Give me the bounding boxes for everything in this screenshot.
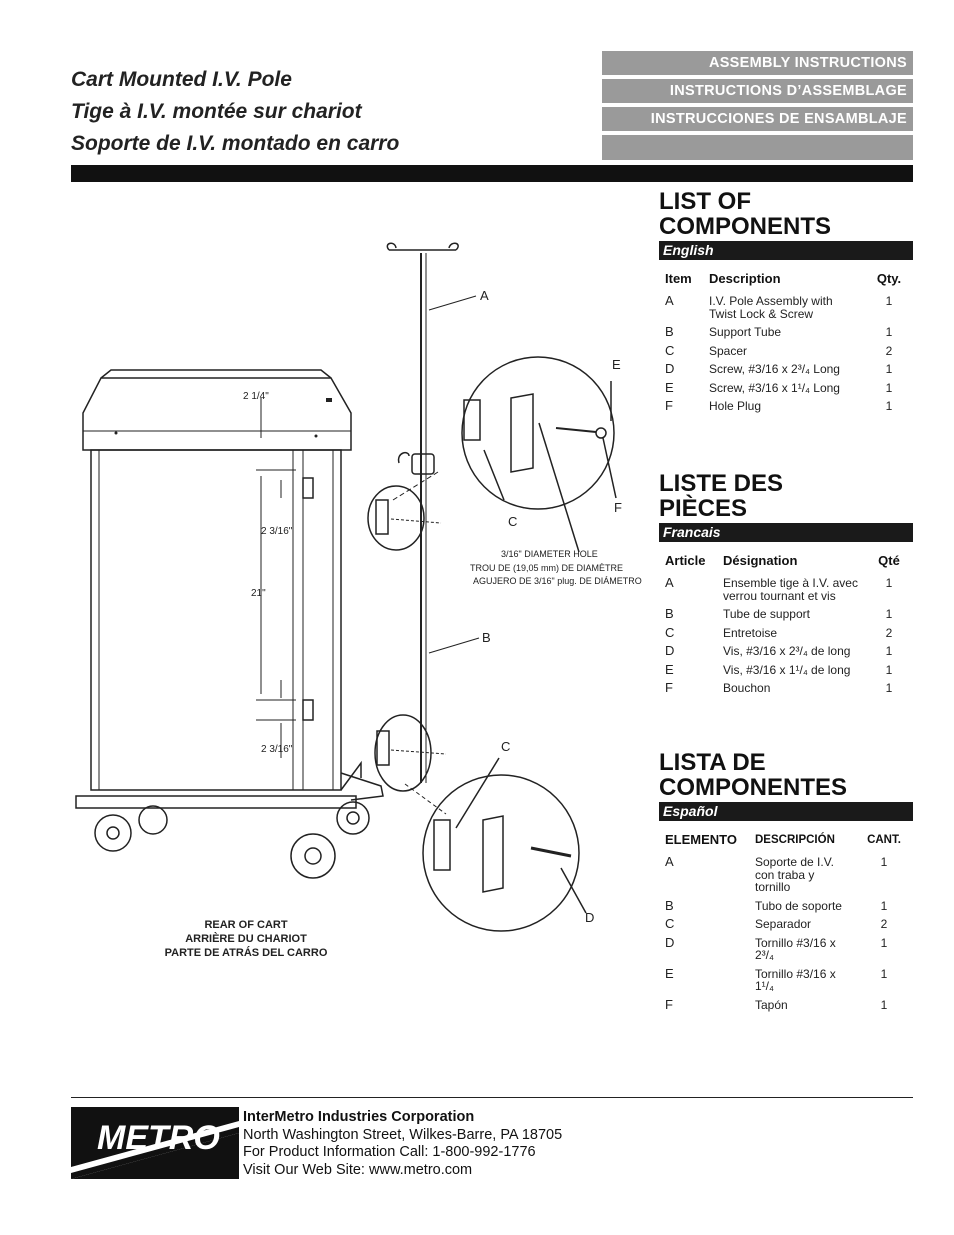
- row-item: C: [665, 916, 675, 931]
- row-description: Separador: [755, 917, 812, 931]
- row-qty: 1: [880, 997, 888, 1012]
- list-of-components-english: [659, 189, 913, 415]
- table-row: [659, 914, 913, 933]
- table-row: [659, 623, 913, 642]
- row-qty: 2: [880, 917, 888, 931]
- table-row: [659, 995, 913, 1014]
- table-row: [659, 641, 913, 660]
- row-item: B: [665, 897, 674, 913]
- metro-logo-text: METRO: [97, 1119, 220, 1157]
- hole-note-es: AGUJERO DE 3/16" plug. DE DIÁMETRO: [473, 576, 642, 586]
- lista-de-componentes-spanish: [659, 750, 913, 1013]
- header-divider-bar: [71, 165, 913, 182]
- components-table: [659, 550, 913, 697]
- table-header: [659, 829, 913, 852]
- rear-caption-fr: ARRIÈRE DU CHARIOT: [185, 933, 307, 945]
- row-item: D: [665, 361, 675, 376]
- row-qty: 1: [880, 898, 888, 913]
- row-item: E: [665, 661, 674, 677]
- row-description: Tornillo #3/16 x 1¹/₄: [755, 966, 836, 993]
- callout-f: F: [614, 500, 622, 515]
- header-item: Article: [665, 553, 706, 568]
- components-table: [659, 268, 913, 415]
- hole-note-en: 3/16" DIAMETER HOLE: [501, 549, 598, 559]
- callout-b: B: [482, 630, 491, 645]
- table-row: [659, 378, 913, 397]
- row-qty: 1: [885, 644, 893, 658]
- row-description: Soporte de I.V. con traba y tornillo: [755, 855, 834, 894]
- hole-note-fr: TROU DE (19,05 mm) DE DIAMÈTRE: [470, 563, 624, 573]
- title-spanish: Soporte de I.V. montado en carro: [71, 132, 400, 155]
- table-header: [659, 550, 913, 573]
- header-description: DESCRIPCIÓN: [755, 833, 835, 846]
- dimension-upper: 2 3/16": [261, 526, 293, 537]
- table-row: [659, 322, 913, 341]
- row-item: B: [665, 606, 674, 621]
- row-qty: 1: [880, 966, 888, 981]
- section-title: [659, 750, 913, 800]
- row-item: B: [665, 324, 674, 339]
- dimension-lower: 2 3/16": [261, 744, 293, 755]
- header-description: Désignation: [723, 553, 798, 568]
- table-row: [659, 359, 913, 378]
- row-description: Ensemble tige à I.V. avec verrou tournant et vis: [723, 576, 858, 603]
- row-item: A: [665, 575, 674, 590]
- assembly-drawing: [71, 188, 643, 968]
- row-item: F: [665, 996, 673, 1012]
- row-description: Bouchon: [723, 681, 771, 695]
- row-description: Support Tube: [709, 325, 782, 339]
- company-info: [243, 1109, 562, 1179]
- phone-label: For Product Information Call:: [243, 1144, 429, 1160]
- header-qty: CANT.: [867, 833, 901, 846]
- row-description: Tubo de soporte: [755, 898, 842, 913]
- components-table: [659, 829, 913, 1013]
- row-item: D: [665, 934, 675, 950]
- row-qty: 1: [885, 294, 893, 308]
- table-row: [659, 341, 913, 360]
- table-header: [659, 268, 913, 291]
- table-row: [659, 896, 913, 915]
- row-description: I.V. Pole Assembly with Twist Lock & Screw: [709, 294, 833, 321]
- title-french: Tige à I.V. montée sur chariot: [71, 100, 362, 123]
- row-qty: 1: [885, 380, 893, 395]
- row-description: Screw, #3/16 x 1¹/₄ Long: [709, 380, 840, 395]
- row-qty: 1: [880, 935, 888, 950]
- badge-instrucciones-ensamblaje: INSTRUCCIONES DE ENSAMBLAJE: [602, 107, 913, 131]
- title-english: Cart Mounted I.V. Pole: [71, 68, 292, 91]
- callout-a: A: [480, 288, 489, 303]
- row-description: Tornillo #3/16 x 2³/₄: [755, 935, 836, 962]
- callout-e: E: [612, 357, 621, 372]
- section-title-line2: COMPONENTES: [659, 774, 848, 801]
- web-link[interactable]: www.metro.com: [369, 1161, 473, 1178]
- table-row: [659, 678, 913, 697]
- row-description: Hole Plug: [709, 399, 762, 413]
- web-label: Visit Our Web Site:: [243, 1161, 365, 1178]
- liste-des-pieces-french: [659, 471, 913, 697]
- phone-number: 1-800-992-1776: [432, 1144, 536, 1160]
- document-titles: [71, 64, 399, 160]
- metro-logo: [71, 1107, 239, 1179]
- row-qty: 1: [885, 399, 893, 413]
- row-item: F: [665, 680, 673, 695]
- company-name: InterMetro Industries Corporation: [243, 1109, 475, 1125]
- section-title-line2: PIÈCES: [659, 495, 748, 522]
- header-item: ELEMENTO: [665, 832, 737, 847]
- company-address: North Washington Street, Wilkes-Barre, PA 18705: [243, 1126, 563, 1143]
- section-title: [659, 189, 913, 239]
- dimension-middle: 21": [251, 588, 266, 599]
- badge-blank: [602, 135, 913, 160]
- row-qty: 1: [880, 855, 888, 869]
- table-row: [659, 396, 913, 415]
- section-title: [659, 471, 913, 521]
- row-item: F: [665, 398, 673, 413]
- row-description: Vis, #3/16 x 1¹/₄ de long: [723, 662, 851, 677]
- row-item: E: [665, 379, 674, 395]
- section-title-line2: COMPONENTS: [659, 213, 832, 240]
- row-description: Tube de support: [723, 607, 810, 621]
- row-item: A: [665, 854, 674, 869]
- row-item: C: [665, 342, 675, 358]
- rear-caption-en: REAR OF CART: [204, 919, 288, 931]
- section-title-line1: LIST OF: [659, 188, 751, 215]
- row-qty: 1: [885, 607, 893, 621]
- row-item: D: [665, 643, 675, 658]
- table-row: [659, 852, 913, 896]
- table-row: [659, 291, 913, 322]
- instruction-badges: [602, 51, 913, 164]
- row-item: C: [665, 624, 675, 640]
- row-description: Entretoise: [723, 625, 778, 640]
- badge-assembly-instructions: ASSEMBLY INSTRUCTIONS: [602, 51, 913, 75]
- rear-of-cart-caption: [161, 918, 331, 960]
- row-qty: 1: [885, 325, 893, 339]
- row-qty: 2: [885, 625, 893, 640]
- row-item: E: [665, 965, 674, 981]
- badge-instructions-assemblage: INSTRUCTIONS D’ASSEMBLAGE: [602, 79, 913, 103]
- row-description: Screw, #3/16 x 2³/₄ Long: [709, 362, 840, 376]
- rear-caption-es: PARTE DE ATRÁS DEL CARRO: [164, 947, 328, 959]
- row-description: Spacer: [709, 343, 748, 358]
- row-qty: 2: [885, 343, 893, 358]
- table-row: [659, 660, 913, 679]
- company-web-line: [243, 1162, 562, 1180]
- language-bar: Español: [659, 802, 913, 821]
- row-qty: 1: [885, 362, 893, 376]
- row-qty: 1: [885, 681, 893, 695]
- table-row: [659, 964, 913, 995]
- row-qty: 1: [885, 662, 893, 677]
- table-row: [659, 573, 913, 604]
- callout-c-top: C: [508, 514, 518, 529]
- company-phone-line: [243, 1144, 562, 1162]
- callout-c-bottom: C: [501, 739, 511, 754]
- table-row: [659, 604, 913, 623]
- section-title-line1: LISTE DES: [659, 470, 784, 497]
- footer-divider: [71, 1097, 913, 1098]
- language-bar: English: [659, 241, 913, 260]
- row-qty: 1: [885, 576, 893, 590]
- section-title-line1: LISTA DE: [659, 749, 766, 776]
- row-description: Tapón: [755, 997, 788, 1012]
- row-item: A: [665, 293, 674, 308]
- callout-d: D: [585, 910, 595, 925]
- dimension-top: 2 1/4": [243, 391, 269, 402]
- header-item: Item: [665, 271, 692, 286]
- header-qty: Qty.: [876, 271, 902, 286]
- header-qty: Qté: [878, 553, 900, 568]
- row-description: Vis, #3/16 x 2³/₄ de long: [723, 644, 851, 658]
- table-row: [659, 933, 913, 964]
- header-description: Description: [709, 271, 781, 286]
- language-bar: Francais: [659, 523, 913, 542]
